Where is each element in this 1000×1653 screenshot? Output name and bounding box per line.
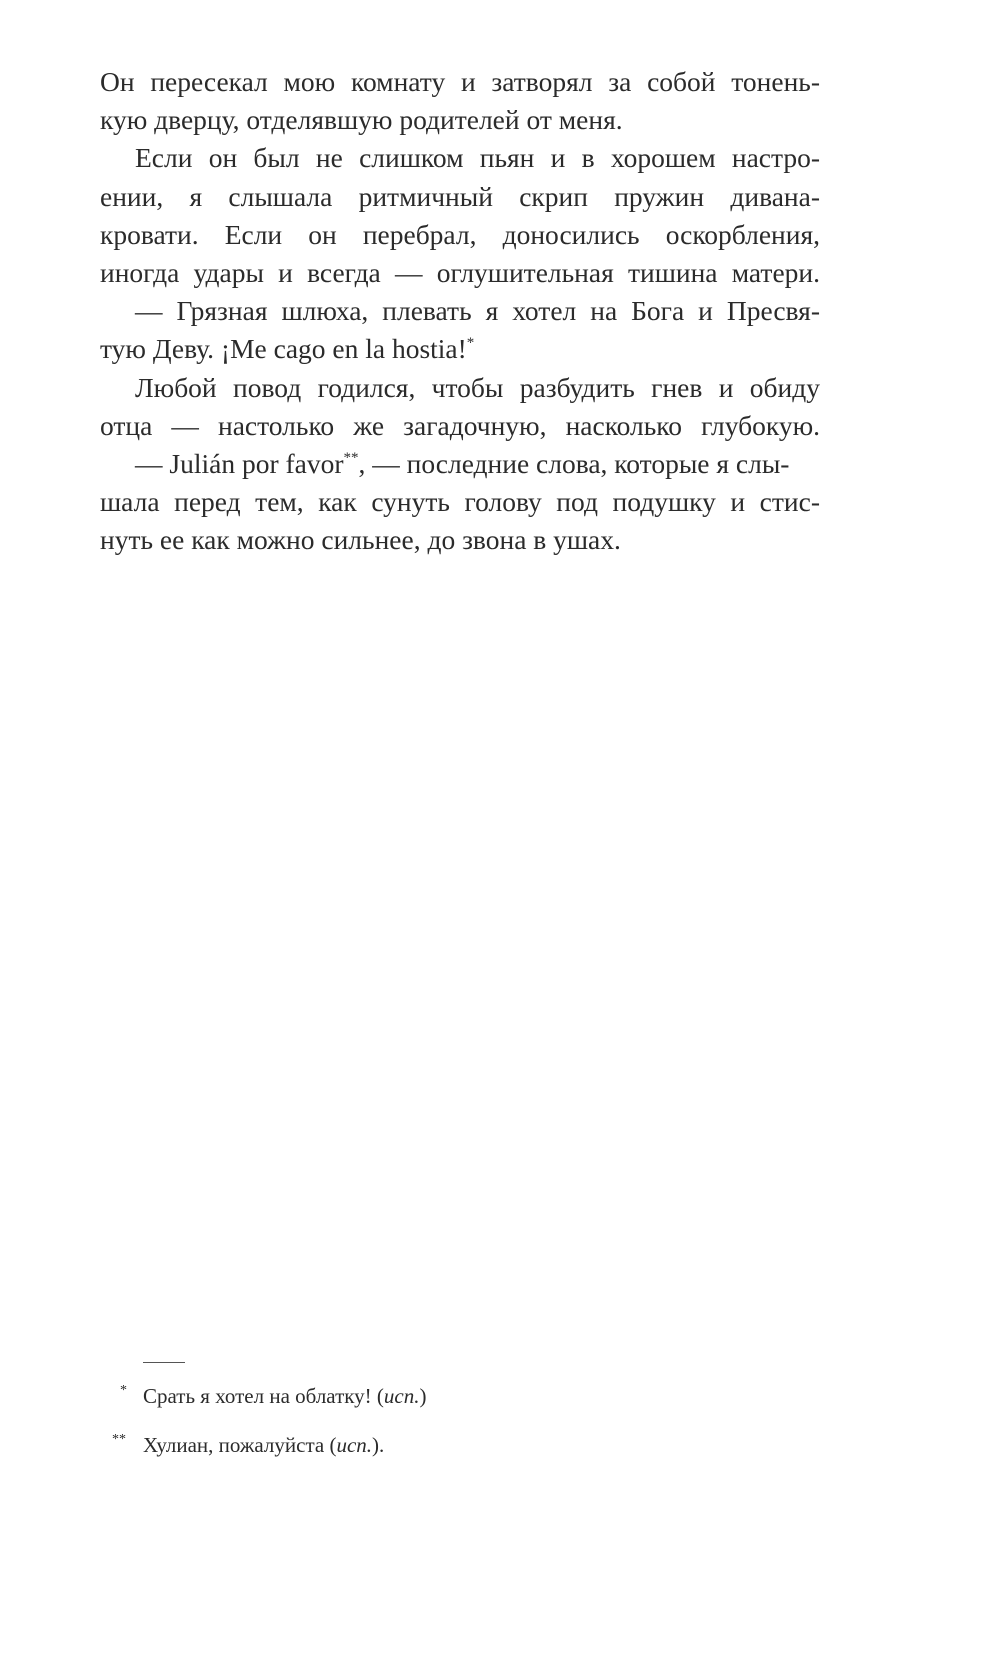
footnotes [100,1382,820,1480]
text-line: отца — настолько же загадочную, насколько глубокую. [100,409,820,441]
text-line: кую дверцу, отделявшую родителей от меня. [100,104,623,136]
text-line: нуть ее как можно сильнее, до звона в ушах. [100,524,621,556]
text-line-with-footnote [100,330,820,368]
footnote-translation: Срать я хотел на облатку! ( [143,1384,384,1408]
footnote-text [143,1382,426,1410]
text-fragment: — Julián por favor [135,448,344,480]
text-fragment: , — последние слова, которые я слы- [358,448,790,480]
footnote-marker: ** [112,1432,126,1447]
text-line: кровати. Если он перебрал, доносились оскорбления, [100,218,820,250]
footnote-tail: ) [419,1384,427,1408]
text-line: шала перед тем, как сунуть голову под подушку и стис- [100,486,820,518]
footnote-tail: ). [372,1433,385,1457]
text-line: иногда удары и всегда — оглушительная тишина матери. [100,257,820,289]
footnote-marker: * [120,1383,127,1398]
footnote-translation: Хулиан, пожалуйста ( [143,1433,337,1457]
footnote-separator [143,1362,185,1363]
text-line: Если он был не слишком пьян и в хорошем настро- [135,142,820,174]
text-line: ении, я слышала ритмичный скрип пружин дивана- [100,180,820,212]
text-line-with-footnote [100,445,820,483]
footnote-language-note: исп. [383,1384,420,1408]
footnote-reference[interactable]: * [466,335,475,352]
footnote-language-note: исп. [336,1433,373,1457]
footnote-item [100,1431,820,1459]
text-line: — Грязная шлюха, плевать я хотел на Бога и Пресвя- [135,295,820,327]
text-line: Он пересекал мою комнату и затворял за собой тонень- [100,66,820,97]
main-text [100,63,820,560]
footnote-text [143,1431,384,1459]
text-fragment: тую Деву. ¡Me cago en la hostia! [100,333,467,365]
footnote-reference[interactable]: ** [343,450,359,467]
text-line: Любой повод годился, чтобы разбудить гнев и обиду [135,371,820,403]
footnote-item [100,1382,820,1410]
